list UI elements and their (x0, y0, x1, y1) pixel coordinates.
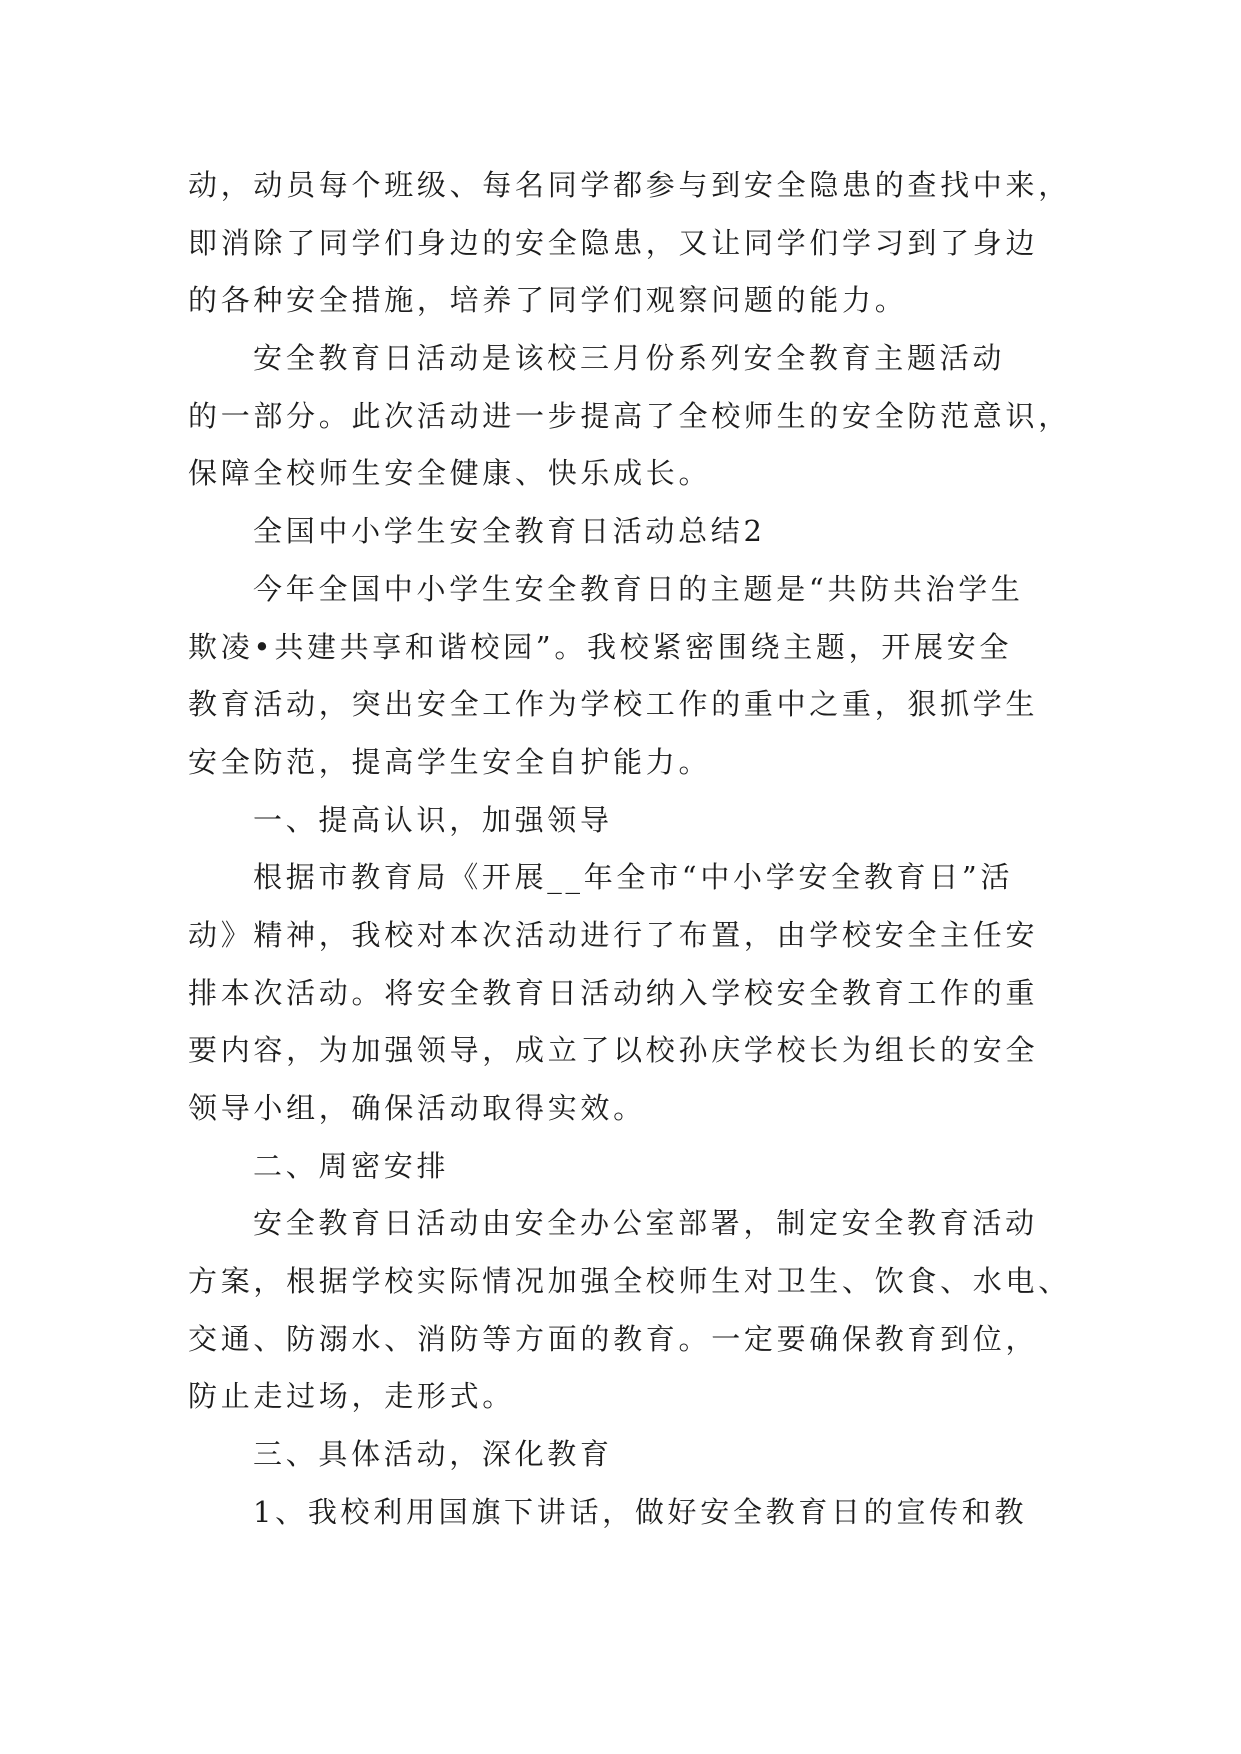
section-heading (188, 792, 1128, 850)
text-line: 1、我校利用国旗下讲话，做好安全教育日的宣传和教 (253, 1494, 1028, 1529)
text-line: 交通、防溺水、消防等方面的教育。一定要确保教育到位， (188, 1321, 1039, 1356)
paragraph (188, 330, 1128, 503)
text-line: 防止走过场，走形式。 (188, 1379, 516, 1414)
text-line: 领导小组，确保活动取得实效。 (188, 1091, 646, 1125)
text-line: 安全教育日活动是该校三月份系列安全教育主题活动 (253, 341, 1006, 376)
text-line: 今年全国中小学生安全教育日的主题是“共防共治学生 (253, 571, 1024, 606)
text-line: 安全教育日活动由安全办公室部署，制定安全教育活动 (253, 1206, 1038, 1241)
text-line: 方案，根据学校实际情况加强全校师生对卫生、饮食、水电、 (188, 1264, 1071, 1299)
text-line: 欺凌•共建共享和谐校园”。我校紧密围绕主题，开展安全 (188, 629, 1013, 664)
text-line: 排本次活动。将安全教育日活动纳入学校安全教育工作的重 (188, 975, 1039, 1010)
paragraph-continuation (188, 157, 1128, 330)
paragraph (188, 561, 1128, 792)
text-line: 要内容，为加强领导，成立了以校孙庆学校长为组长的安全 (188, 1033, 1039, 1068)
text-line: 的一部分。此次活动进一步提高了全校师生的安全防范意识， (188, 398, 1071, 433)
text-line: 动》精神，我校对本次活动进行了布置，由学校安全主任安 (188, 917, 1039, 952)
text-line: 二、周密安排 (253, 1148, 450, 1183)
paragraph (188, 849, 1128, 1137)
text-line: 的各种安全措施，培养了同学们观察问题的能力。 (188, 283, 908, 318)
text-line: 动，动员每个班级、每名同学都参与到安全隐患的查找中来， (188, 168, 1071, 202)
text-line: 根据市教育局《开展__年全市“中小学安全教育日”活 (253, 860, 1014, 895)
section-heading (188, 1426, 1128, 1484)
text-line: 三、具体活动，深化教育 (253, 1437, 613, 1472)
section-title (188, 503, 1128, 561)
paragraph (188, 1195, 1128, 1426)
text-line: 全国中小学生安全教育日活动总结2 (253, 514, 766, 549)
document-body (188, 157, 1128, 1542)
text-line: 即消除了同学们身边的安全隐患，又让同学们学习到了身边 (188, 225, 1039, 260)
text-line: 一、提高认识，加强领导 (253, 802, 613, 837)
text-line: 安全防范，提高学生安全自护能力。 (188, 744, 712, 779)
text-line: 保障全校师生安全健康、快乐成长。 (188, 456, 712, 491)
paragraph (188, 1484, 1128, 1542)
text-line: 教育活动，突出安全工作为学校工作的重中之重，狠抓学生 (188, 687, 1039, 722)
section-heading (188, 1138, 1128, 1196)
